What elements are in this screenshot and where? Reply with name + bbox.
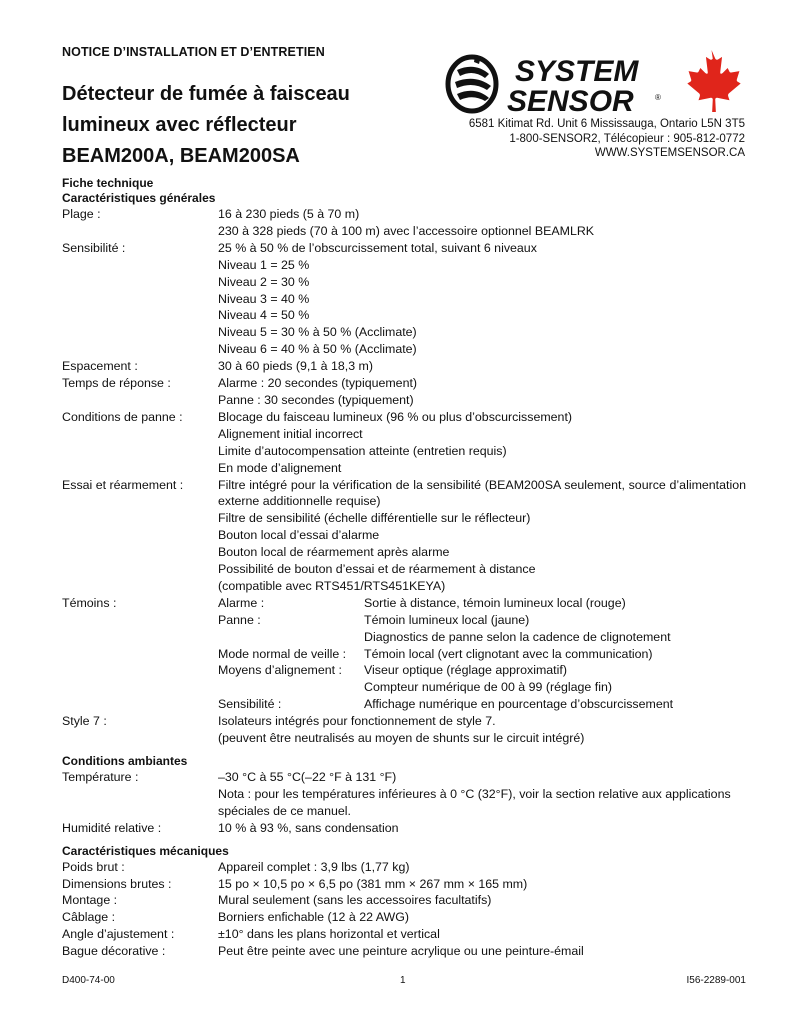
spec-value: Nota : pour les températures inférieures à 0 °C (32°F), voir la section relative aux applications spéciales de ce manuel.: [218, 786, 731, 818]
spec-value: Niveau 4 = 50 %: [218, 308, 310, 323]
spec-values: [218, 477, 746, 595]
spec-value: Mural seulement (sans les accessoires facultatifs): [218, 893, 492, 908]
spec-label: Témoins :: [62, 595, 117, 610]
spec-value: (peuvent être neutralisés au moyen de shunts sur le circuit intégré): [218, 731, 585, 746]
spec-row-humidite: [62, 820, 746, 837]
indicator-key: [218, 679, 364, 696]
spec-row-essai-rearmement: [62, 477, 746, 595]
spec-value: 10 % à 93 %, sans condensation: [218, 820, 399, 835]
spec-value: Panne : 30 secondes (typiquement): [218, 392, 414, 407]
spec-label: Température :: [62, 770, 139, 784]
maple-leaf-icon: [687, 50, 740, 112]
spec-values: [218, 595, 746, 713]
spec-value: Niveau 3 = 40 %: [218, 291, 310, 306]
title-line-3: BEAM200A, BEAM200SA: [62, 145, 300, 167]
spec-value: Bouton local de réarmement après alarme: [218, 545, 450, 560]
spec-values: [218, 926, 746, 943]
document-type-heading: NOTICE D’INSTALLATION ET D’ENTRETIEN: [62, 45, 325, 59]
logo-word-sensor: SENSOR: [507, 85, 634, 118]
spec-label: Sensibilité :: [62, 240, 126, 255]
spec-row-plage: [62, 206, 746, 240]
spec-label: Dimensions brutes :: [62, 876, 172, 891]
indicator-value: Compteur numérique de 00 à 99 (réglage fin): [364, 680, 612, 695]
spec-values: [218, 409, 746, 477]
spec-label: Poids brut :: [62, 859, 125, 874]
spec-values: [218, 909, 746, 926]
registered-mark: ®: [655, 93, 661, 102]
indicator-value: Diagnostics de panne selon la cadence de clignotement: [364, 629, 671, 644]
spec-value: Niveau 2 = 30 %: [218, 274, 310, 289]
indicator-item: [218, 679, 746, 696]
spec-value: (compatible avec RTS451/RTS451KEYA): [218, 578, 446, 593]
page-number: 1: [400, 975, 406, 986]
spec-sheet: [62, 176, 746, 960]
spec-row-angle: [62, 926, 746, 943]
spec-value: Niveau 1 = 25 %: [218, 257, 310, 272]
spec-label: Espacement :: [62, 359, 138, 374]
spec-label: Temps de réponse :: [62, 376, 171, 391]
spec-label: Essai et réarmement :: [62, 477, 184, 492]
spec-values: [218, 375, 746, 409]
spec-row-temps-reponse: [62, 375, 746, 409]
spec-value: 16 à 230 pieds (5 à 70 m): [218, 207, 360, 221]
indicator-value: Témoin local (vert clignotant avec la communication): [364, 646, 653, 661]
spec-value: 30 à 60 pieds (9,1 à 18,3 m): [218, 359, 373, 374]
spec-value: Appareil complet : 3,9 lbs (1,77 kg): [218, 859, 410, 874]
spec-values: [218, 713, 746, 747]
spec-label: Câblage :: [62, 910, 116, 925]
spec-row-style7: [62, 713, 746, 747]
spec-values: [218, 820, 746, 837]
spec-label: Angle d’ajustement :: [62, 927, 175, 942]
swirl-emblem-icon: [448, 56, 496, 111]
spec-value: ±10° dans les plans horizontal et vertical: [218, 927, 440, 942]
spec-row-conditions-panne: [62, 409, 746, 477]
spec-label: Montage :: [62, 893, 118, 908]
spec-value: –30 °C à 55 °C(–22 °F à 131 °F): [218, 770, 397, 784]
spec-value: Alignement initial incorrect: [218, 426, 363, 441]
indicator-key: Sensibilité :: [218, 697, 282, 712]
document-title: [62, 79, 442, 172]
spec-row-sensibilite: [62, 240, 746, 358]
spec-values: [218, 943, 746, 960]
spec-value: Filtre intégré pour la vérification de la sensibilité (BEAM200SA seulement, source d’alimentation externe additionnelle requise): [218, 477, 746, 509]
spec-label: Humidité relative :: [62, 820, 162, 835]
spec-values: [218, 358, 746, 375]
indicator-item: [218, 696, 746, 713]
footer-form-number: I56-2289-001: [686, 975, 746, 986]
spec-value: 25 % à 50 % de l’obscurcissement total, suivant 6 niveaux: [218, 240, 537, 255]
spec-row-cablage: [62, 909, 746, 926]
spec-value: Limite d’autocompensation atteinte (entretien requis): [218, 443, 507, 458]
spec-row-espacement: [62, 358, 746, 375]
spec-value: Possibilité de bouton d’essai et de réarmement à distance: [218, 562, 536, 577]
spec-values: [218, 769, 746, 820]
company-address: [469, 117, 745, 161]
indicator-item: [218, 646, 746, 663]
spec-value: Peut être peinte avec une peinture acrylique ou une peinture-émail: [218, 944, 584, 959]
indicator-item: [218, 629, 746, 646]
spec-values: [218, 876, 746, 893]
spec-value: Niveau 5 = 30 % à 50 % (Acclimate): [218, 325, 417, 340]
logo-word-system: SYSTEM: [515, 55, 639, 88]
spec-value: 230 à 328 pieds (70 à 100 m) avec l’accessoire optionnel BEAMLRK: [218, 223, 595, 238]
spec-row-bague: [62, 943, 746, 960]
spec-row-poids: [62, 859, 746, 876]
spec-label: Plage :: [62, 207, 101, 221]
spec-value: 15 po × 10,5 po × 6,5 po (381 mm × 267 mm × 165 mm): [218, 876, 528, 891]
indicator-item: [218, 612, 746, 629]
indicator-key: Alarme :: [218, 595, 265, 610]
address-line-street: 6581 Kitimat Rd. Unit 6 Mississauga, Ontario L5N 3T5: [468, 118, 745, 130]
spec-label: Style 7 :: [62, 714, 107, 729]
spec-value: En mode d’alignement: [218, 460, 342, 475]
indicator-key: Mode normal de veille :: [218, 646, 347, 661]
spec-row-dimensions: [62, 876, 746, 893]
address-line-website: WWW.SYSTEMSENSOR.CA: [594, 147, 745, 159]
indicator-value: Sortie à distance, témoin lumineux local (rouge): [364, 595, 626, 610]
spec-label: Conditions de panne :: [62, 409, 183, 424]
general-section-heading: Caractéristiques générales: [62, 191, 216, 205]
spec-row-temoins: [62, 595, 746, 713]
spec-row-temperature: [62, 769, 746, 820]
spec-values: [218, 240, 746, 358]
spec-values: [218, 206, 746, 240]
spec-value: Borniers enfichable (12 à 22 AWG): [218, 910, 410, 925]
spec-value: Alarme : 20 secondes (typiquement): [218, 376, 418, 391]
spec-value: Filtre de sensibilité (échelle différentielle sur le réflecteur): [218, 511, 531, 526]
indicator-item: [218, 662, 746, 679]
spec-label: Bague décorative :: [62, 944, 166, 959]
indicator-key: Panne :: [218, 612, 261, 627]
system-sensor-logo: [445, 50, 745, 122]
mechanical-section-heading: Caractéristiques mécaniques: [62, 843, 229, 858]
spec-value: Bouton local d’essai d’alarme: [218, 528, 380, 543]
spec-sheet-heading: Fiche technique: [62, 176, 154, 190]
spec-value: Isolateurs intégrés pour fonctionnement de style 7.: [218, 714, 496, 729]
ambient-section-heading: Conditions ambiantes: [62, 754, 188, 768]
indicator-value: Témoin lumineux local (jaune): [364, 612, 530, 627]
address-line-phone: 1-800-SENSOR2, Télécopieur : 905-812-0772: [509, 132, 745, 145]
spec-values: [218, 859, 746, 876]
indicator-key: [218, 629, 364, 646]
footer-document-code: D400-74-00: [62, 975, 115, 986]
title-line-1: Détecteur de fumée à faisceau: [62, 83, 350, 105]
indicator-value: Viseur optique (réglage approximatif): [364, 663, 567, 678]
indicator-key: Moyens d’alignement :: [218, 663, 342, 678]
spec-row-montage: [62, 892, 746, 909]
indicator-item: [218, 595, 746, 612]
spec-values: [218, 892, 746, 909]
spec-value: Niveau 6 = 40 % à 50 % (Acclimate): [218, 342, 417, 357]
title-line-2: lumineux avec réflecteur: [62, 114, 297, 136]
spec-value: Blocage du faisceau lumineux (96 % ou plus d’obscurcissement): [218, 409, 573, 424]
indicator-value: Affichage numérique en pourcentage d’obscurcissement: [364, 697, 674, 712]
